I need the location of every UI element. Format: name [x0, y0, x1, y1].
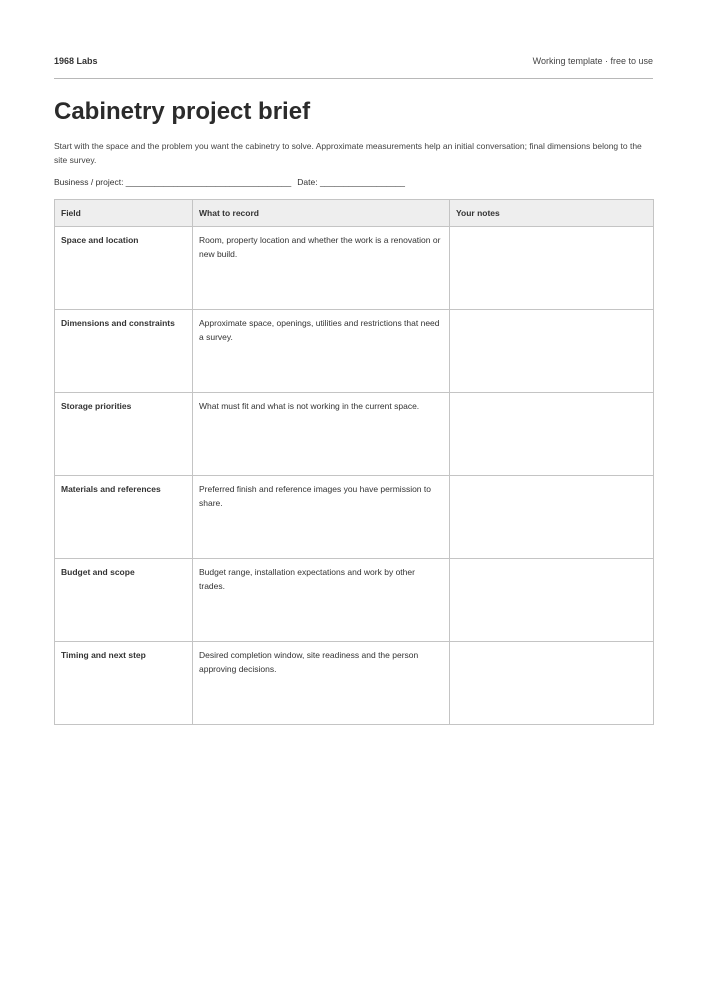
row-notes-cell[interactable]: [450, 476, 654, 559]
header-tagline: Working template · free to use: [532, 56, 653, 66]
row-field-name: Timing and next step: [55, 642, 193, 725]
table-row: [55, 642, 654, 725]
brief-table: [54, 199, 654, 725]
row-field-name: Budget and scope: [55, 559, 193, 642]
table-row: [55, 559, 654, 642]
row-what-to-record: What must fit and what is not working in the current space.: [193, 393, 450, 476]
business-project-field: Business / project: ___________________________________: [54, 177, 292, 187]
row-what-to-record: Desired completion window, site readiness and the person approving decisions.: [193, 642, 450, 725]
row-notes-cell[interactable]: [450, 642, 654, 725]
row-what-to-record: Preferred finish and reference images you have permission to share.: [193, 476, 450, 559]
row-notes-cell[interactable]: [450, 393, 654, 476]
table-row: [55, 476, 654, 559]
intro-paragraph: Start with the space and the problem you want the cabinetry to solve. Approximate measurements help an initial conversation; final dimensions belong to the site survey.: [54, 141, 642, 165]
row-notes-cell[interactable]: [450, 227, 654, 310]
header-divider: [54, 78, 653, 79]
table-row: [55, 310, 654, 393]
date-field: Date: __________________: [297, 177, 406, 187]
row-what-to-record: Approximate space, openings, utilities and restrictions that need a survey.: [193, 310, 450, 393]
table-row: [55, 227, 654, 310]
page-header: [54, 55, 653, 69]
row-field-name: Space and location: [55, 227, 193, 310]
form-fields-line: [54, 176, 653, 188]
row-what-to-record: Room, property location and whether the work is a renovation or new build.: [193, 227, 450, 310]
column-header-what-to-record: What to record: [193, 200, 450, 227]
row-notes-cell[interactable]: [450, 310, 654, 393]
table-header-row: [55, 200, 654, 227]
table-row: [55, 393, 654, 476]
column-header-field: Field: [55, 200, 193, 227]
row-field-name: Storage priorities: [55, 393, 193, 476]
page-title: Cabinetry project brief: [54, 98, 311, 125]
row-notes-cell[interactable]: [450, 559, 654, 642]
row-field-name: Materials and references: [55, 476, 193, 559]
row-what-to-record: Budget range, installation expectations and work by other trades.: [193, 559, 450, 642]
column-header-your-notes: Your notes: [450, 200, 654, 227]
row-field-name: Dimensions and constraints: [55, 310, 193, 393]
brand-name: 1968 Labs: [54, 56, 98, 66]
